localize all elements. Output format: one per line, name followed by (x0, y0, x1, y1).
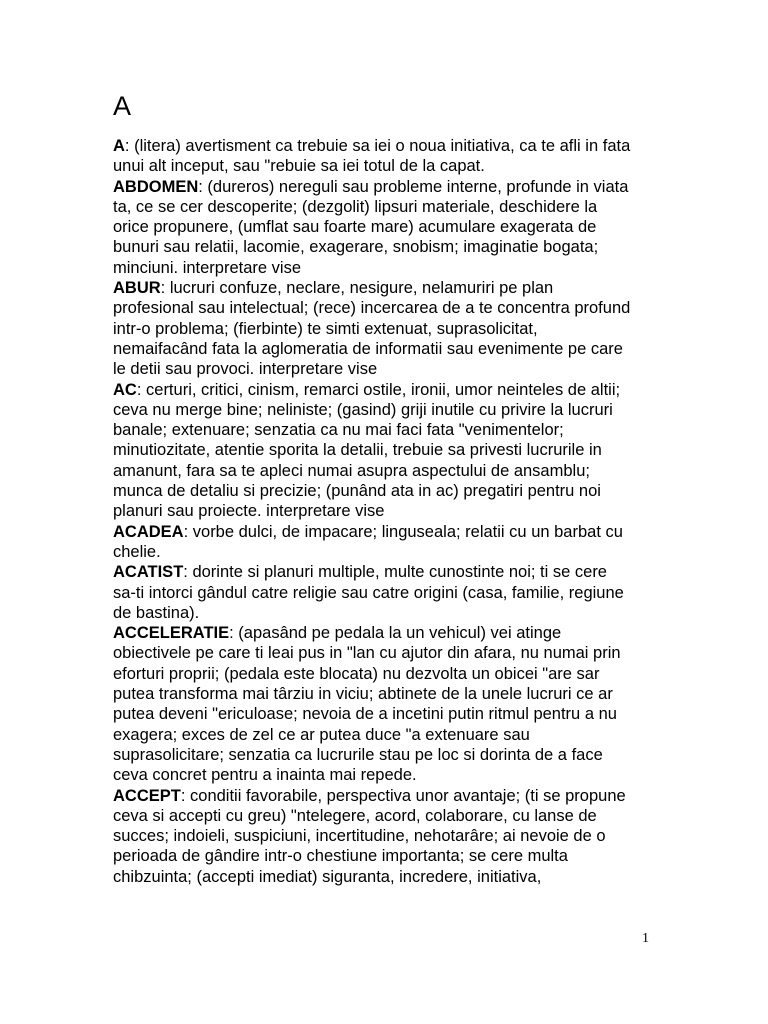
entry-term: ABUR (113, 279, 161, 298)
entry-term: A (113, 137, 125, 155)
entry-abdomen (113, 177, 633, 278)
entry-term: ABDOMEN (113, 177, 199, 196)
entry-definition: : certuri, critici, cinism, remarci ostile, ironii, umor neinteles de altii; ceva nu merge bine; neliniste; (gasind) griji inutile cu privire la lucruri banale; extenuare; senzatia ca nu mai faci fata "venimentelor; minutiozitate, atentie sporita la detalii, trebuie sa privesti lucrurile in amanunt, fara sa te apleci numai asupra aspectului de ansamblu; munca de detaliu si precizie; (punând ata in ac) pregatiri pentru noi planuri sau proiecte. interpretare vise (113, 380, 621, 521)
entry-accept (113, 786, 633, 887)
entry-term: ACCELERATIE (113, 624, 230, 643)
entry-a (113, 136, 633, 177)
entry-abur (113, 278, 633, 379)
entry-definition: : lucruri confuze, neclare, nesigure, nelamuriri pe plan profesional sau intelectual; (rece) incercarea de a te concentra profund intr-o problema; (fierbinte) te simti extenuat, suprasolicitat, nemaifacând fata la aglomeratia de informatii sau evenimente pe care le detii sau provoci. interpretare vise (113, 279, 631, 379)
entry-term: ACCEPT (113, 786, 181, 805)
entry-term: ACATIST (113, 563, 184, 582)
page-number: 1 (642, 931, 649, 946)
entry-term: AC (113, 380, 137, 399)
entry-definition: : dorinte si planuri multiple, multe cunostinte noi; ti se cere sa-ti intorci gândul catre religie sau catre origini (casa, familie, regiune de bastina). (113, 563, 624, 622)
entry-acatist (113, 562, 633, 623)
entry-term: ACADEA (113, 522, 184, 541)
entry-definition: : conditii favorabile, perspectiva unor avantaje; (ti se propune ceva si accepti cu greu) "ntelegere, acord, colaborare, cu lanse de succes; indoieli, suspiciuni, incertitudine, nehotarâre; ai nevoie de o perioada de gândire intr-o chestiune importanta; se cere multa chibzuinta; (accepti imediat) siguranta, incredere, initiativa, (113, 786, 626, 886)
entry-definition: : (dureros) nereguli sau probleme interne, profunde in viata ta, ce se cer descoperite; (dezgolit) lipsuri materiale, deschidere la orice propunere, (umflat sau foarte mare) acumulare exagerata de bunuri sau relatii, lacomie, exagerare, snobism; imaginatie bogata; minciuni. interpretare vise (113, 177, 629, 277)
entry-definition: : (litera) avertisment ca trebuie sa iei o noua initiativa, ca te afli in fata unui alt inceput, sau "rebuie sa iei totul de la capat. (113, 137, 631, 176)
section-letter-heading: A (113, 91, 132, 121)
dictionary-entries (113, 136, 633, 887)
entry-definition: : (apasând pe pedala la un vehicul) vei atinge obiectivele pe care ti leai pus in "lan cu ajutor din afara, nu numai prin eforturi proprii; (pedala este blocata) nu dezvolta un obicei "are sar putea transforma mai târziu in viciu; abtinete de la unele lucruri ce ar putea deveni "ericuloase; nevoia de a incetini putin ritmul pentru a nu exagera; exces de zel ce ar putea duce "a extenuare sau suprasolicitare; senzatia ca lucrurile stau pe loc si dorinta de a face ceva concret pentru a inainta mai repede. (113, 624, 621, 785)
entry-acadea (113, 522, 633, 563)
entry-ac (113, 380, 633, 522)
entry-definition: : vorbe dulci, de impacare; linguseala; relatii cu un barbat cu chelie. (113, 522, 623, 561)
entry-acceleratie (113, 623, 633, 785)
